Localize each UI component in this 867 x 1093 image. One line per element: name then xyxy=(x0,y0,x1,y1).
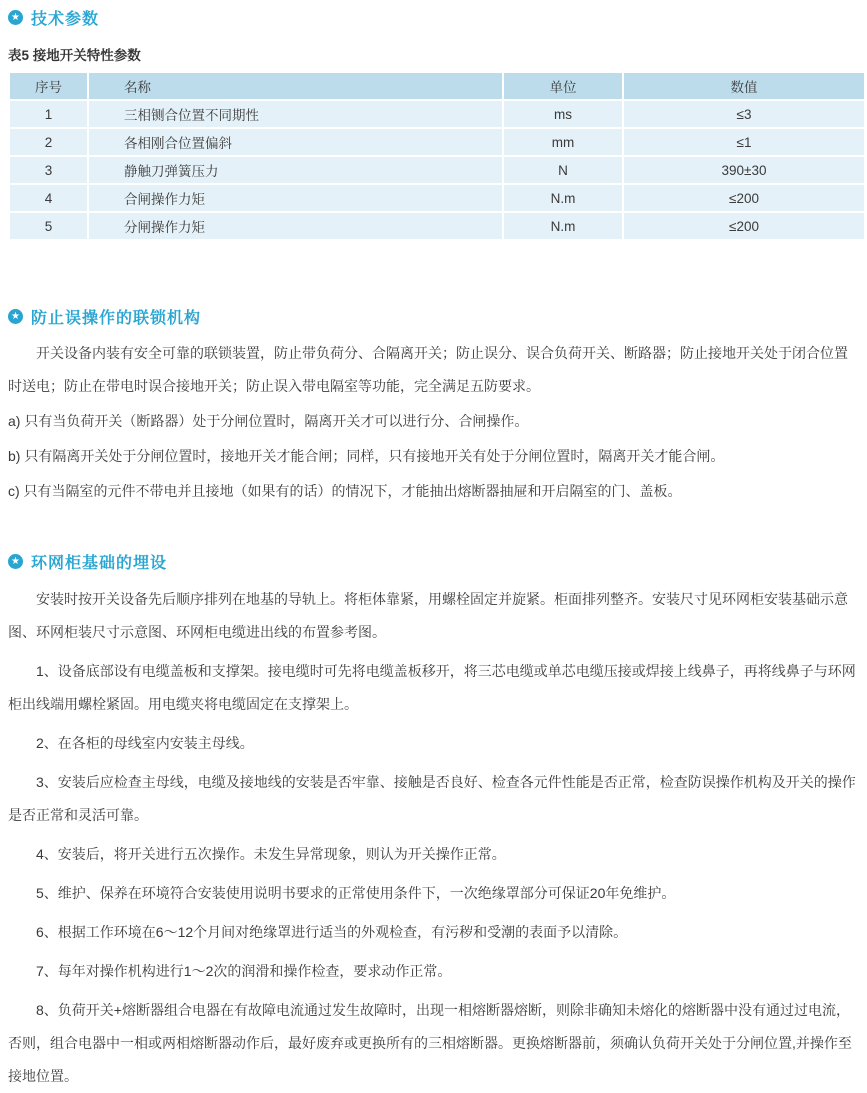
interlock-rule-b: b) 只有隔离开关处于分闸位置时，接地开关才能合闸；同样，只有接地开关有处于分闸位置时，隔离开关才能合闸。 xyxy=(8,448,725,464)
cell-index: 3 xyxy=(10,157,87,183)
interlock-intro-paragraph: 开关设备内装有安全可靠的联锁装置，防止带负荷分、合隔离开关；防止误分、误合负荷开关、断路器；防止接地开关处于闭合位置时送电；防止在带电时误合接地开关；防止误入带电隔室等功能，完全满足五防要求。 xyxy=(8,345,848,394)
foundation-step-1: 1、设备底部设有电缆盖板和支撑架。接电缆时可先将电缆盖板移开，将三芯电缆或单芯电缆压接或焊接上线鼻子，再将线鼻子与环网柜出线端用螺栓紧固。用电缆夹将电缆固定在支撑架上。 xyxy=(8,663,856,712)
cell-name: 合闸操作力矩 xyxy=(89,185,502,211)
foundation-step-7: 7、每年对操作机构进行1～2次的润滑和操作检查，要求动作正常。 xyxy=(36,963,452,979)
cell-index: 2 xyxy=(10,129,87,155)
earthing-switch-params-table xyxy=(8,71,866,241)
section-title-text: 防止误操作的联锁机构 xyxy=(31,310,202,327)
foundation-step-4: 4、安装后，将开关进行五次操作。未发生异常现象，则认为开关操作正常。 xyxy=(36,846,506,862)
cell-unit: ms xyxy=(504,101,622,127)
cell-index: 4 xyxy=(10,185,87,211)
col-header-value: 数值 xyxy=(624,73,864,99)
foundation-step-5: 5、维护、保养在环境符合安装使用说明书要求的正常使用条件下，一次绝缘罩部分可保证20年免维护。 xyxy=(36,885,676,901)
cell-index: 5 xyxy=(10,213,87,239)
table-row xyxy=(10,185,864,211)
star-bullet-icon: ★ xyxy=(8,10,23,25)
cell-unit: mm xyxy=(504,129,622,155)
col-header-index: 序号 xyxy=(10,73,87,99)
star-bullet-icon: ★ xyxy=(8,309,23,324)
col-header-unit: 单位 xyxy=(504,73,622,99)
table-row xyxy=(10,157,864,183)
section-title-foundation xyxy=(8,550,859,573)
table-row xyxy=(10,129,864,155)
col-header-name: 名称 xyxy=(89,73,502,99)
cell-name: 三相铡合位置不同期性 xyxy=(89,101,502,127)
cell-name: 静触刀弹簧压力 xyxy=(89,157,502,183)
table-header-row xyxy=(10,73,864,99)
section-title-technical-parameters xyxy=(8,6,859,29)
cell-value: ≤200 xyxy=(624,213,864,239)
table-row xyxy=(10,101,864,127)
interlock-rule-a: a) 只有当负荷开关（断路器）处于分闸位置时，隔离开关才可以进行分、合闸操作。 xyxy=(8,413,529,429)
cell-unit: N.m xyxy=(504,185,622,211)
cell-value: 390±30 xyxy=(624,157,864,183)
interlock-rule-c: c) 只有当隔室的元件不带电并且接地（如果有的话）的情况下，才能抽出熔断器抽屉和开启隔室的门、盖板。 xyxy=(8,483,682,499)
foundation-step-2: 2、在各柜的母线室内安装主母线。 xyxy=(36,735,254,751)
star-bullet-icon: ★ xyxy=(8,554,23,569)
section-title-interlock xyxy=(8,305,859,328)
cell-unit: N xyxy=(504,157,622,183)
cell-name: 分闸操作力矩 xyxy=(89,213,502,239)
cell-value: ≤3 xyxy=(624,101,864,127)
table-caption: 表5 接地开关特性参数 xyxy=(8,48,141,63)
cell-value: ≤1 xyxy=(624,129,864,155)
foundation-step-6: 6、根据工作环境在6～12个月间对绝缘罩进行适当的外观检查，有污秽和受潮的表面予以清除。 xyxy=(36,924,628,940)
cell-value: ≤200 xyxy=(624,185,864,211)
section-title-text: 环网柜基础的埋设 xyxy=(31,555,168,572)
section-foundation-laying xyxy=(8,550,859,1093)
table-row xyxy=(10,213,864,239)
foundation-step-3: 3、安装后应检查主母线，电缆及接地线的安装是否牢靠、接触是否良好、检查各元件性能是否正常，检查防误操作机构及开关的操作是否正常和灵活可靠。 xyxy=(8,774,856,823)
cell-name: 各相刚合位置偏斜 xyxy=(89,129,502,155)
cell-unit: N.m xyxy=(504,213,622,239)
foundation-intro-paragraph: 安装时按开关设备先后顺序排列在地基的导轨上。将柜体靠紧，用螺栓固定并旋紧。柜面排列整齐。安装尺寸见环网柜安装基础示意图、环网柜装尺寸示意图、环网柜电缆进出线的布置参考图。 xyxy=(8,591,848,640)
foundation-step-8: 8、负荷开关+熔断器组合电器在有故障电流通过发生故障时，出现一相熔断器熔断，则除非确知未熔化的熔断器中没有通过过电流，否则，组合电器中一相或两相熔断器动作后，最好废弃或更换所有的三相熔断器。更换熔断器前，须确认负荷开关处于分闸位置,并操作至接地位置。 xyxy=(8,1002,852,1084)
cell-index: 1 xyxy=(10,101,87,127)
section-title-text: 技术参数 xyxy=(31,11,100,28)
section-technical-parameters xyxy=(8,6,859,241)
section-interlock-mechanism xyxy=(8,305,859,508)
